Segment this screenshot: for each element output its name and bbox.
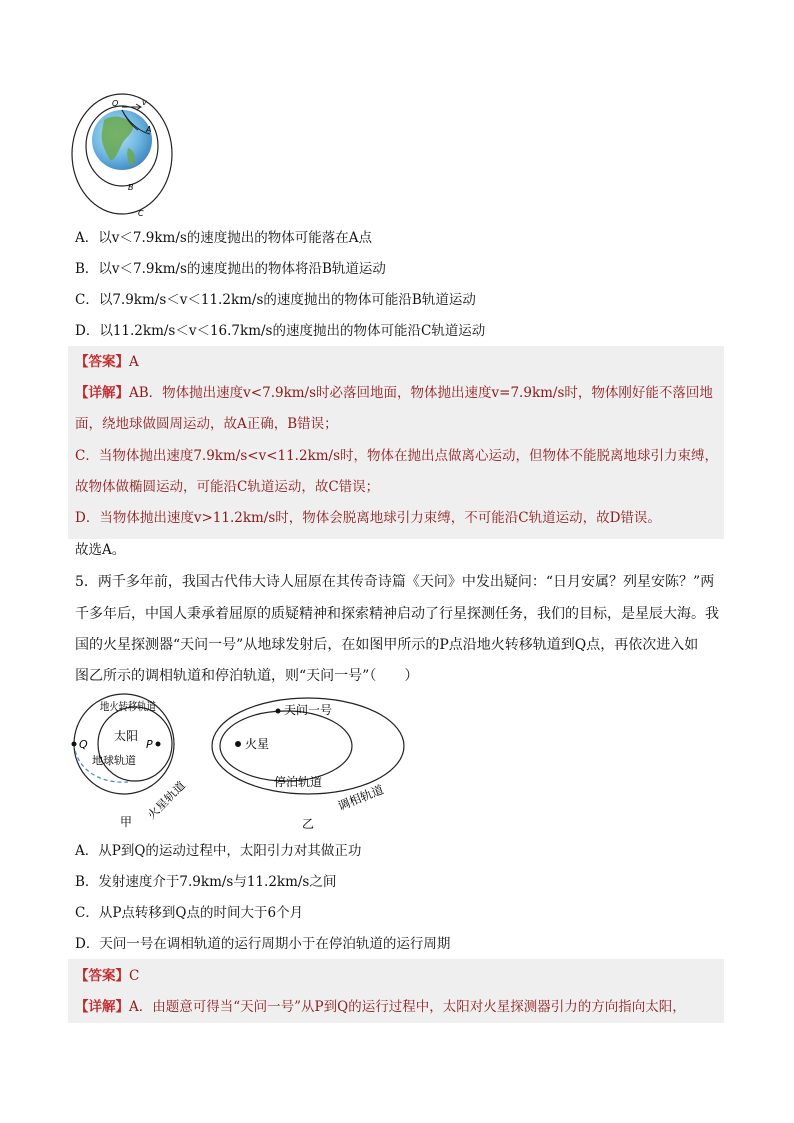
probe-dot	[276, 709, 281, 714]
earth-orbit	[98, 707, 172, 781]
q5-option-a: A．从P到Q的运动过程中，太阳引力对其做正功	[75, 843, 362, 859]
q4-detail-line-2: 面，绕地球做圆周运动，故A正确，B错误；	[75, 416, 338, 432]
q4-option-b: B．以v＜7.9km/s的速度抛出的物体将沿B轨道运动	[75, 261, 386, 277]
label-p: P	[146, 738, 153, 751]
q4-detail-line-1	[75, 383, 713, 403]
q5-option-c: C．从P点转移到Q点的时间大于6个月	[75, 905, 304, 921]
q4-detail-line-4: 故物体做椭圆运动，可能沿C轨道运动，故C错误；	[75, 479, 380, 495]
answer-tag: 【答案】	[75, 968, 129, 984]
mars-dot	[235, 741, 241, 747]
q5-option-b: B．发射速度介于7.9km/s与11.2km/s之间	[75, 874, 337, 890]
q5-detail-line-1	[75, 997, 686, 1017]
label-transfer-orbit: 地火转移轨道	[100, 700, 166, 713]
q4-conclusion: 故选A。	[75, 542, 126, 558]
q4-option-c: C．以7.9km/s＜v＜11.2km/s的速度抛出的物体可能沿B轨道运动	[75, 292, 476, 308]
point-q	[72, 742, 77, 747]
label-O: O	[112, 99, 119, 108]
label-sun: 太阳	[114, 729, 139, 743]
answer-tag: 【答案】	[75, 354, 129, 370]
detail-text: A．由题意可得当“天问一号”从P到Q的运行过程中，太阳对火星探测器引力的方向指向太阳，	[129, 999, 686, 1015]
q4-detail-line-3: C．当物体抛出速度7.9km/s<v<11.2km/s时，物体在抛出点做离心运动，但物体不能脱离地球引力束缚，	[75, 448, 719, 464]
label-probe: 天问一号	[284, 703, 333, 717]
label-parking-orbit: 停泊轨道	[274, 775, 323, 789]
detail-text: AB．物体抛出速度v<7.9km/s时必落回地面，物体抛出速度v=7.9km/s时，物体刚好能不落回地	[129, 385, 713, 401]
figure-jia	[68, 692, 198, 830]
detail-tag: 【详解】	[75, 999, 129, 1015]
label-q: Q	[79, 738, 88, 751]
label-mars-orbit: 火星轨道	[144, 781, 186, 822]
detail-tag: 【详解】	[75, 385, 129, 401]
answer-value: A	[129, 354, 139, 370]
label-A: A	[146, 125, 152, 134]
answer-value: C	[129, 968, 140, 984]
label-mars: 火星	[245, 737, 270, 751]
label-B: B	[128, 183, 134, 192]
label-v: v	[142, 98, 147, 107]
q5-answer	[75, 966, 139, 986]
figure-yi	[208, 694, 408, 832]
q5-stem-line-4: 图乙所示的调相轨道和停泊轨道，则“天问一号”（ ）	[75, 668, 419, 684]
q4-detail-line-5: D．当物体抛出速度v>11.2km/s时，物体会脱离地球引力束缚，不可能沿C轨道运动，故D错误。	[75, 510, 661, 526]
caption-yi: 乙	[302, 817, 315, 831]
label-earth-orbit: 地球轨道	[92, 754, 136, 767]
q5-stem-line-2: 千多年后，中国人秉承着屈原的质疑精神和探索精神启动了行星探测任务，我们的目标，是星辰大海。我	[75, 606, 719, 622]
label-phasing-orbit: 调相轨道	[335, 782, 386, 814]
q4-option-a: A．以v＜7.9km/s的速度抛出的物体可能落在A点	[75, 230, 373, 246]
q5-stem-line-1: 5．两千多年前，我国古代伟大诗人屈原在其传奇诗篇《天问》中发出疑问：“日月安属？列星安陈？”两	[75, 574, 715, 590]
label-C: C	[138, 209, 144, 218]
q5-option-d: D．天问一号在调相轨道的运行周期小于在停泊轨道的运行周期	[75, 936, 451, 952]
q5-stem-line-3: 国的火星探测器“天问一号”从地球发射后，在如图甲所示的P点沿地火转移轨道到Q点，再依次进入如	[75, 637, 699, 653]
q4-answer	[75, 352, 139, 372]
point-p	[156, 742, 161, 747]
caption-jia: 甲	[120, 815, 133, 829]
q4-option-d: D．以11.2km/s＜v＜16.7km/s的速度抛出的物体可能沿C轨道运动	[75, 323, 486, 339]
earth-orbit-figure	[66, 92, 186, 222]
